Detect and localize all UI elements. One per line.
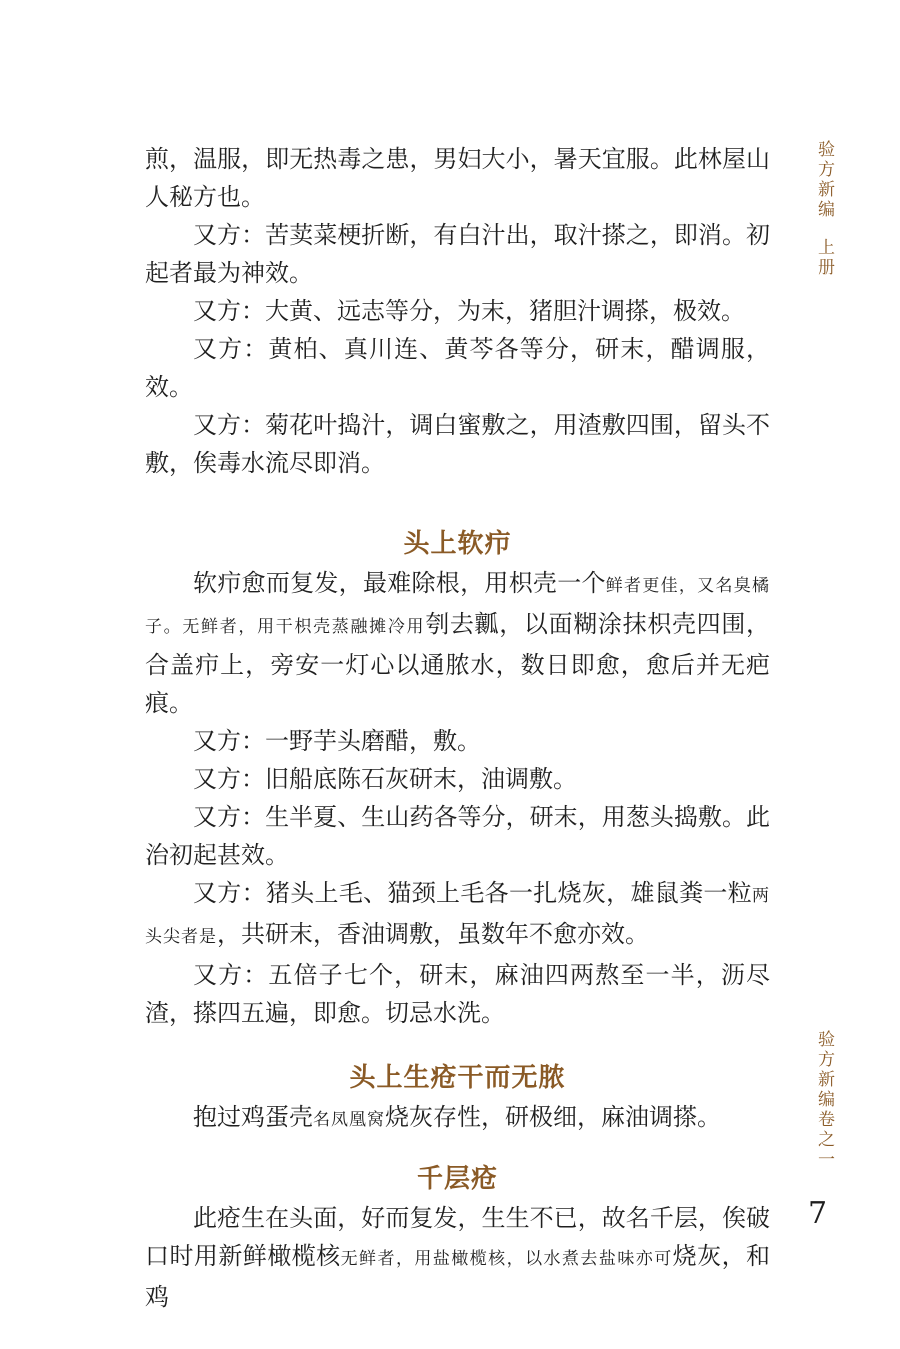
annotation-note: 名凤凰窝 bbox=[313, 1110, 385, 1130]
paragraph: 又方：一野芋头磨醋，敷。 bbox=[193, 727, 481, 755]
chapter-label: 验方新编卷之一 bbox=[814, 1030, 834, 1170]
paragraph: 又方：五倍子七个，研末，麻油四两熬至一半，沥尽渣，搽四五遍，即愈。切忌水洗。 bbox=[145, 961, 770, 1027]
running-header bbox=[812, 140, 836, 278]
annotation-note: 两头尖者是 bbox=[145, 886, 770, 947]
spacer bbox=[145, 1032, 770, 1058]
annotation-note: 鲜者更佳，又名臭橘子。无鲜者，用干枳壳蒸融摊冷用 bbox=[145, 576, 771, 637]
paragraph: 又方：生半夏、生山药各等分，研末，用葱头捣敷。此治初起甚效。 bbox=[145, 803, 770, 869]
paragraph: 又方：苦荬菜梗折断，有白汁出，取汁搽之，即消。初起者最为神效。 bbox=[145, 221, 770, 287]
paragraph: 又方：黄柏、真川连、黄芩各等分，研末，醋调服，效。 bbox=[145, 335, 770, 401]
paragraph: 此疮生在头面，好而复发，生生不已，故名千层，俟破口时用新鲜橄榄核无鲜者，用盐橄榄核，以水煮去盐味亦可烧灰，和鸡 bbox=[145, 1204, 771, 1311]
paragraph: 又方：旧船底陈石灰研末，油调敷。 bbox=[193, 765, 577, 793]
section-heading: 头上生疮干而无脓 bbox=[349, 1063, 566, 1093]
annotation-note: 无鲜者，用盐橄榄核，以水煮去盐味亦可 bbox=[340, 1249, 673, 1269]
volume-label: 上册 bbox=[814, 238, 834, 278]
paragraph: 软疖愈而复发，最难除根，用枳壳一个鲜者更佳，又名臭橘子。无鲜者，用干枳壳蒸融摊冷用刳去瓤，以面糊涂抹枳壳四围，合盖疖上，旁安一灯心以通脓水，数日即愈，愈后并无疤痕。 bbox=[145, 569, 771, 717]
page-number: 7 bbox=[808, 1196, 828, 1231]
section-heading: 头上软疖 bbox=[403, 529, 512, 559]
paragraph: 又方：菊花叶捣汁，调白蜜敷之，用渣敷四围，留头不敷，俟毒水流尽即消。 bbox=[145, 411, 770, 477]
paragraph: 又方：猪头上毛、猫颈上毛各一扎烧灰，雄鼠粪一粒两头尖者是，共研末，香油调敷，虽数年不愈亦效。 bbox=[145, 879, 770, 948]
paragraph: 抱过鸡蛋壳名凤凰窝烧灰存性，研极细，麻油调搽。 bbox=[193, 1103, 721, 1131]
spacer bbox=[145, 1139, 770, 1159]
book-title: 验方新编 bbox=[814, 140, 834, 220]
main-text bbox=[145, 140, 770, 1316]
section-heading: 千层疮 bbox=[416, 1164, 498, 1194]
spacer bbox=[145, 482, 770, 524]
paragraph: 又方：大黄、远志等分，为末，猪胆汁调搽，极效。 bbox=[193, 297, 745, 325]
paragraph: 煎，温服，即无热毒之患，男妇大小，暑天宜服。此林屋山人秘方也。 bbox=[145, 145, 770, 211]
